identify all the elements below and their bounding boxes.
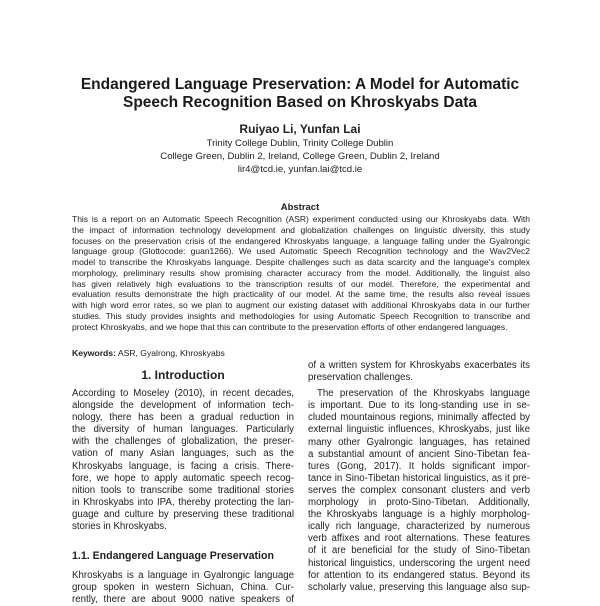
text-line: nition tools to transcribe some traditional stories <box>72 484 294 496</box>
right-column-body <box>308 360 530 594</box>
text-line: of it are beneficial for the study of Sino-Tibetan <box>308 545 530 557</box>
paper-title <box>40 76 560 112</box>
abstract-body <box>72 214 530 332</box>
text-line: serves the complex consonant clusters and verb <box>308 484 530 496</box>
text-line: the diversity of human languages. Particularly <box>72 424 294 436</box>
text-line: This is a report on an Automatic Speech Recognition (ASR) experiment conducted using our Khroskyabs data. With <box>72 214 530 224</box>
keywords-value: ASR, Gyalrong, Khroskyabs <box>115 348 225 358</box>
text-line: historical linguistics, underscoring the urgent need <box>308 557 530 569</box>
text-line: fore, we hope to apply automatic speech recog- <box>72 472 294 484</box>
text-line: many other Gyalrongic languages, has retained <box>308 436 530 448</box>
text-line: verb affixes and root alternations. These features <box>308 533 530 545</box>
keywords <box>72 348 225 358</box>
text-line: preservation challenges. <box>308 372 414 384</box>
text-line: rently, there are about 9000 native speakers of <box>72 594 294 606</box>
text-line: the Khroskyabs language is a highly morpholog- <box>308 509 530 521</box>
text-line: nology, there has been a gradual reduction in <box>72 412 294 424</box>
text-line: for attention to its endangered status. Beyond its <box>308 569 530 581</box>
text-line: external linguistic influences, Khroskyabs, just like <box>308 424 530 436</box>
text-line: is important. Due to its long-standing use in se- <box>308 400 530 412</box>
paragraph <box>308 388 530 594</box>
introduction-body <box>72 388 294 533</box>
text-line: stories in Khroskyabs. <box>72 521 167 533</box>
section-heading-endangered-language: 1.1. Endangered Language Preservation <box>72 550 274 562</box>
abstract-heading: Abstract <box>280 202 320 213</box>
text-line: According to Moseley (2010), in recent decades, <box>72 388 294 399</box>
text-line: morphology in proto-Sino-Tibetan. Additionally, <box>308 497 530 509</box>
title-line: Endangered Language Preservation: A Model for Automatic <box>80 76 520 93</box>
affiliation-line: College Green, Dublin 2, Ireland, College Green, Dublin 2, Ireland <box>160 151 440 162</box>
keywords-label: Keywords: <box>72 348 116 358</box>
text-line: The preservation of the Khroskyabs language <box>317 388 530 400</box>
text-line: scholarly value, preserving this language also sup- <box>308 581 530 593</box>
text-line: tance in Sino-Tibetan historical linguistics, as it pre- <box>308 472 530 484</box>
section-1-1-body <box>72 570 294 606</box>
text-line: tures (Gong, 2017). It holds significant impor- <box>308 460 530 472</box>
section-heading-introduction: 1. Introduction <box>141 368 225 382</box>
text-line: focuses on the preservation crisis of the endangered Khroskyabs language, a language falling under the Gyalrongic <box>72 235 530 246</box>
text-line: evaluation results demonstrate the high practicality of our model. At the same time, the results also reveal issues <box>72 289 530 300</box>
text-line: model to transcribe the Khroskyabs language. Despite challenges such as data scarcity and the language's complex <box>72 257 530 267</box>
text-line: with high word error rates, so we plan to augment our existing dataset with additional Khroskyabs data in our further <box>72 300 530 310</box>
text-line: group spoken in western Sichuan, China. Cur- <box>72 582 294 594</box>
affiliations <box>40 137 560 176</box>
text-line: alongside the development of information tech- <box>72 400 294 412</box>
text-line: of a written system for Khroskyabs exacerbates its <box>308 360 530 371</box>
text-line: vation of many Asian languages, such as the <box>72 448 294 460</box>
text-line: cluded mountainous regions, minimally affected by <box>308 412 530 424</box>
text-line: with the challenges of globalization, the preser- <box>72 436 294 448</box>
text-line: guage and culture by preserving these traditional <box>72 508 294 520</box>
text-line: has given relatively high evaluations to the transcription results of our model. Therefore, the experimental and <box>72 278 530 289</box>
text-line: morphology, preliminary results show promising character accuracy from the model. Additionally, the linguist also <box>72 267 530 278</box>
title-line: Speech Recognition Based on Khroskyabs Data <box>122 94 477 111</box>
text-line: Khroskyabs language, is facing a crisis. There- <box>72 460 294 472</box>
text-line: language group (Glottocode: guan1266). We used Automatic Speech Recognition technology and the Wav2Vec2 <box>72 246 530 257</box>
email-line: lir4@tcd.ie, yunfan.lai@tcd.ie <box>237 164 363 175</box>
text-line: Khroskyabs is a language in Gyalrongic language <box>72 570 294 581</box>
affiliation-line: Trinity College Dublin, Trinity College Dublin <box>206 138 394 149</box>
authors: Ruiyao Li, Yunfan Lai <box>239 122 361 136</box>
text-line: studies. This study provides insights and methodologies for using Automatic Speech Recognition to transcribe and <box>72 310 530 321</box>
text-line: protect Khroskyabs, and we hope that this can contribute to the preservation efforts of other endangered languages. <box>72 321 508 332</box>
text-line: a substantial amount of ancient Sino-Tibetan fea- <box>308 448 530 460</box>
text-line: ically rich language, characterized by numerous <box>308 521 530 533</box>
paragraph <box>308 360 530 384</box>
text-line: the impact of information technology development and globalization challenges on linguistic diversity, this study <box>72 224 530 235</box>
text-line: in Khroskyabs into IPA, thereby protecting the lan- <box>72 496 294 508</box>
